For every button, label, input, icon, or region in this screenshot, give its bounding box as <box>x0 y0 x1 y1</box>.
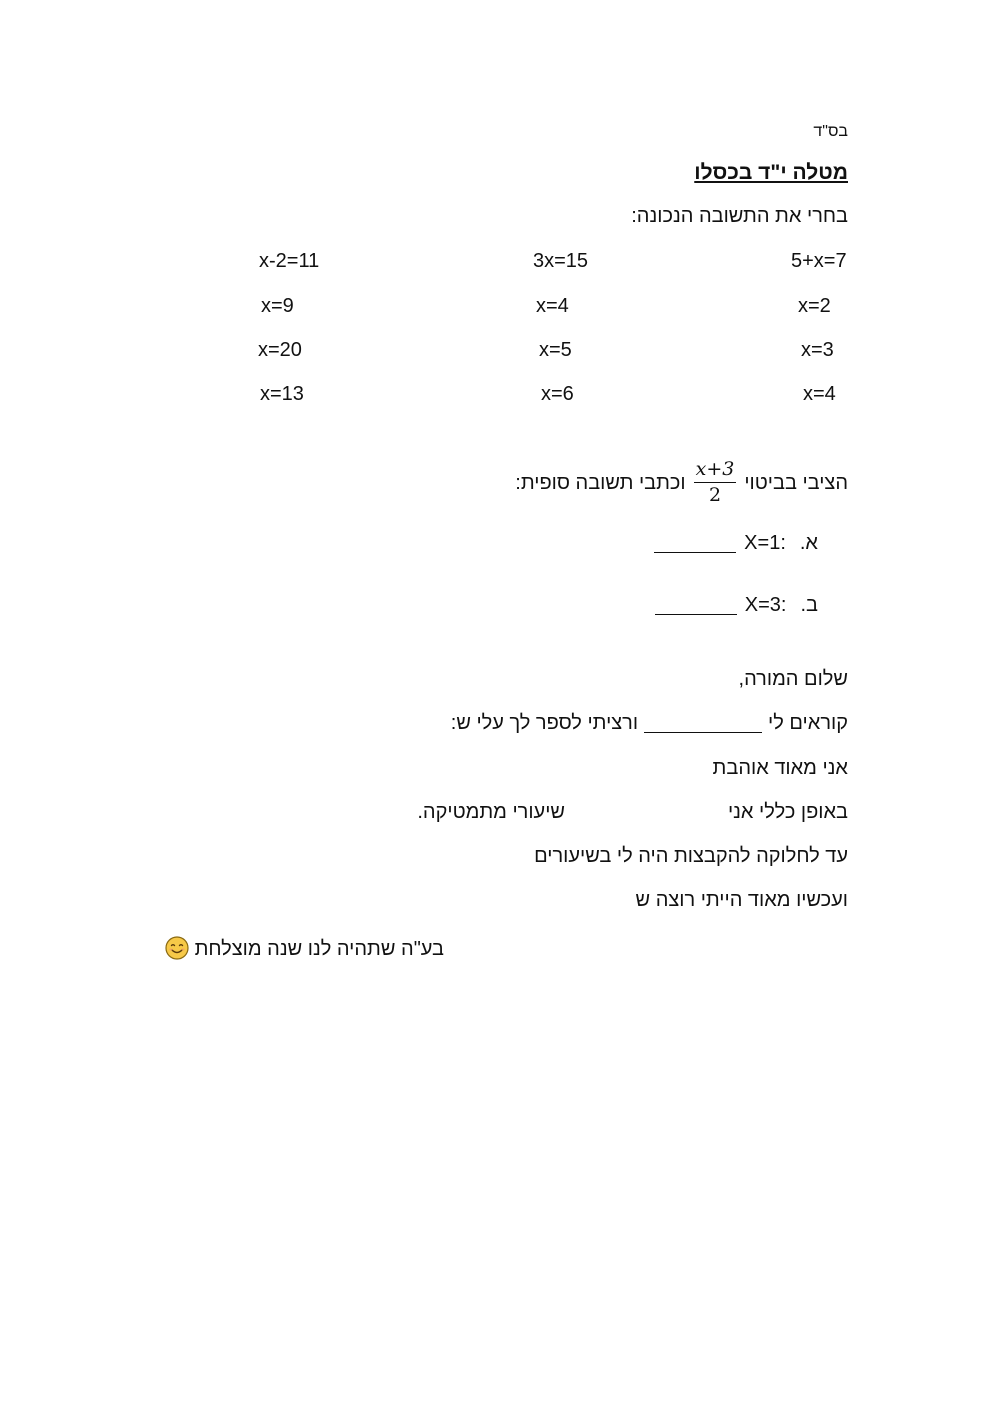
equation-2: 3x=15 <box>533 250 589 272</box>
letter-line-1 <box>451 713 848 733</box>
page-title: מטלה י"ד בכסלו <box>694 161 848 184</box>
option-1-2[interactable]: x=3 <box>801 339 834 361</box>
option-3-2[interactable]: x=20 <box>258 339 302 361</box>
option-2-1[interactable]: x=4 <box>536 295 569 317</box>
fraction-numerator: x+3 <box>694 460 737 483</box>
header-bsd: בס"ד <box>813 123 848 140</box>
letter-line-2: אני מאוד אוהבת <box>712 757 848 779</box>
smiley-face-icon <box>165 936 189 960</box>
letter-line-1-end: ורציתי לספר לך עלי ש: <box>450 712 639 734</box>
name-blank[interactable] <box>644 714 762 733</box>
section1-instruction: בחרי את התשובה הנכונה: <box>631 205 848 227</box>
fraction-expression <box>694 460 737 505</box>
answer-item-a <box>654 533 818 553</box>
equation-1: 5+x=7 <box>791 250 847 272</box>
option-2-2[interactable]: x=5 <box>539 339 572 361</box>
section2-instruction <box>515 460 848 505</box>
item-label-a: X=1: <box>744 532 786 554</box>
option-1-1[interactable]: x=2 <box>798 295 831 317</box>
section2-suffix: וכתבי תשובה סופית: <box>515 471 686 494</box>
letter-closing <box>161 936 444 960</box>
item-letter-b: ב. <box>800 594 818 616</box>
letter-line-3-end: שיעורי מתמטיקה. <box>417 801 565 823</box>
answer-blank-a[interactable] <box>654 534 736 553</box>
option-1-3[interactable]: x=4 <box>803 383 836 405</box>
letter-closing-text: בע"ה שתהיה לנו שנה מוצלחת <box>194 938 444 960</box>
letter-line-1-start: קוראים לי <box>768 712 848 734</box>
letter-greeting: שלום המורה, <box>738 668 848 690</box>
item-letter-a: א. <box>799 532 818 554</box>
equation-3: x-2=11 <box>259 250 320 272</box>
fraction-denominator: 2 <box>708 484 722 506</box>
letter-line-3-start: באופן כללי אני <box>727 801 848 823</box>
answer-item-b <box>655 595 818 615</box>
letter-line-4: עד לחלוקה להקבצות היה לי בשיעורים <box>534 845 848 867</box>
option-3-1[interactable]: x=9 <box>261 295 294 317</box>
option-2-3[interactable]: x=6 <box>541 383 574 405</box>
option-3-3[interactable]: x=13 <box>260 383 304 405</box>
letter-line-5: ועכשיו מאוד הייתי רוצה ש <box>635 889 848 911</box>
section2-prefix: הציבי בביטוי <box>744 471 848 494</box>
item-label-b: X=3: <box>744 594 787 616</box>
answer-blank-b[interactable] <box>655 596 737 615</box>
